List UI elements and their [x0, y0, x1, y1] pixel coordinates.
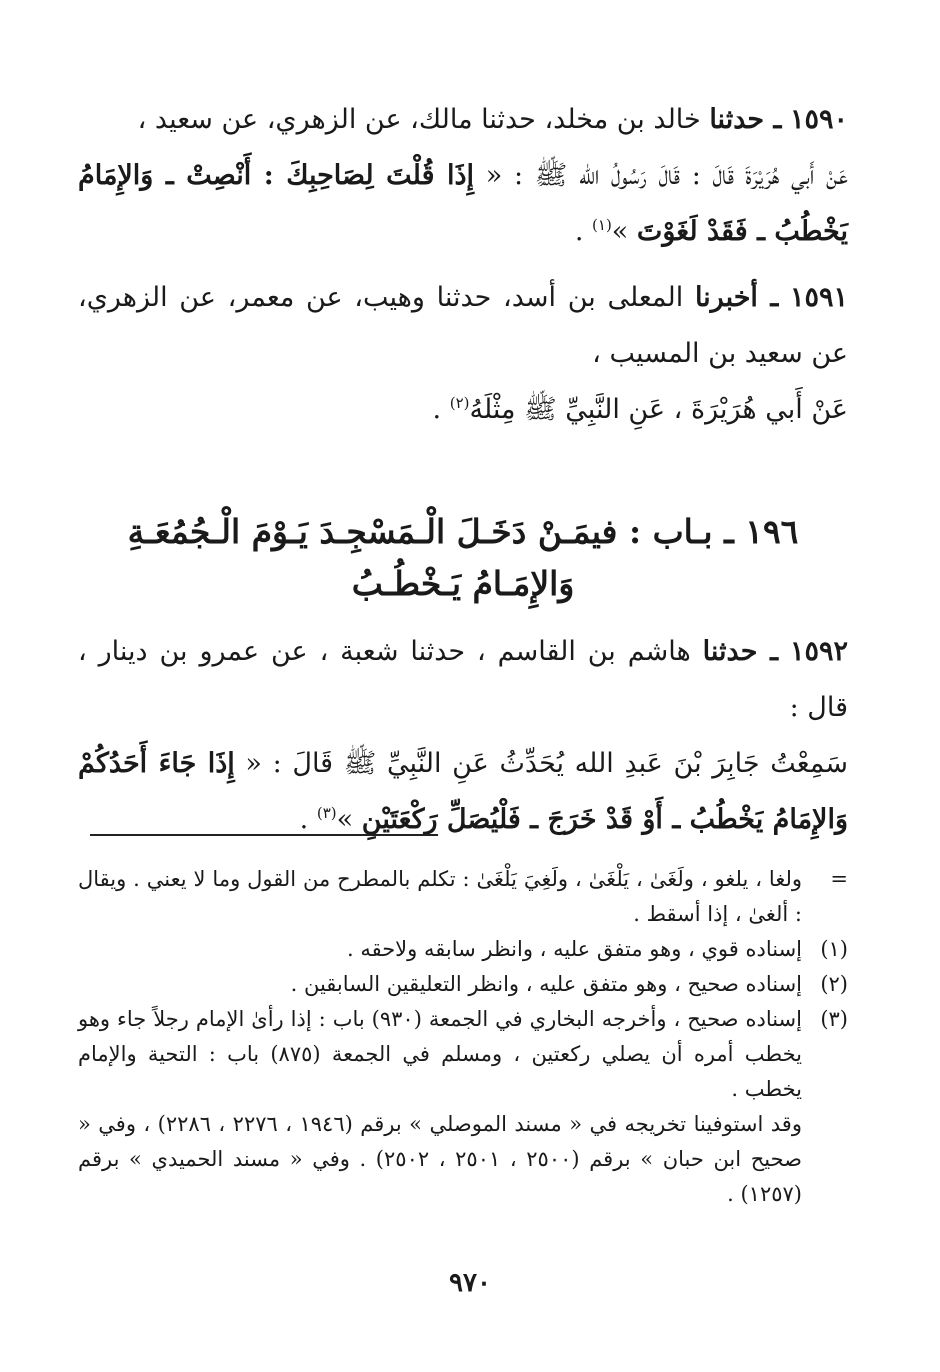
- footnote-3: [78, 1002, 848, 1107]
- quote-close: »: [336, 804, 354, 835]
- footnote-1: [78, 932, 848, 967]
- chapter-title-line-2: وَالإِمَـامُ يَـخْطُـبُ: [351, 564, 575, 603]
- matn-text: إِذَا قُلْتَ لِصَاحِبِكَ : أَنْصِتْ ـ وَالإِمَامُ يَخْطُبُ ـ فَقَدْ لَغَوْتَ: [78, 160, 848, 247]
- footnote-marker: =: [830, 867, 848, 891]
- footnote-2: [78, 967, 848, 1002]
- end-mark: .: [299, 804, 309, 835]
- hadith-lead: ـ حدثنا: [709, 104, 782, 135]
- quote-close: »: [611, 216, 629, 247]
- footnote-text: إسناده صحيح ، وأخرجه البخاري في الجمعة (٩٣٠) باب : إذا رأىٰ الإمام رجلاً جاء وهو يخطب أمره أن يصلي ركعتين ، ومسلم في الجمعة (٨٧٥) باب : التحية والإمام يخطب .: [78, 1007, 802, 1101]
- hadith-lead: ـ أخبرنا: [694, 282, 779, 313]
- footnote-continuation: [78, 862, 848, 932]
- isnad-text: هاشم بن القاسم ، حدثنا شعبة ، عن عمرو بن دينار ، قال :: [78, 636, 848, 723]
- footnote-ref: (١): [592, 216, 612, 234]
- hadith-1590: [78, 92, 848, 260]
- footnote-marker: (٣): [820, 1007, 848, 1031]
- hadith-number: ١٥٩٢: [789, 636, 848, 667]
- footnote-marker: [802, 1107, 848, 1212]
- footnotes: [78, 862, 848, 1212]
- main-text: [78, 92, 848, 848]
- footnote-text: إسناده قوي ، وهو متفق عليه ، وانظر سابقه ولاحقه .: [346, 937, 802, 961]
- narrator-line: عَنْ أَبي هُرَيْرَةَ ، عَنِ النَّبِيِّ ﷺ مِثْلَهُ: [469, 394, 848, 425]
- hadith-1592: [78, 624, 848, 848]
- matn-text: إِذَا جَاءَ أَحَدُكُمْ وَالإِمَامُ يَخْطُبُ ـ أَوْ قَدْ خَرَجَ ـ فَلْيُصَلِّ رَكْعَتَيْنِ: [78, 748, 848, 835]
- hadith-number: ١٥٩١: [789, 282, 848, 313]
- end-mark: .: [432, 394, 442, 425]
- hadith-number: ١٥٩٠: [789, 104, 848, 135]
- footnote-marker: (٢): [820, 972, 848, 996]
- narrator-line: عَنْ أَبي هُرَيْرَةَ قَالَ : قَالَ رَسُولُ الله ﷺ : «: [485, 160, 848, 191]
- chapter-title-line-1: ١٩٦ ـ بـاب : فيمَـنْ دَخَـلَ الْـمَسْجِـدَ يَـوْمَ الْـجُمُعَـةِ: [127, 512, 799, 551]
- footnote-text: ولغا ، يلغو ، ولَغَىٰ ، يَلْغَىٰ ، ولَغِيَ يَلْغَىٰ : تكلم بالمطرح من القول وما لا يعني . ويقال : ألغىٰ ، إذا أسقط .: [78, 867, 802, 926]
- footnote-3-continued: [78, 1107, 848, 1212]
- footnote-text: وقد استوفينا تخريجه في « مسند الموصلي » برقم (١٩٤٦ ، ٢٢٧٦ ، ٢٢٨٦) ، وفي « صحيح ابن حبان » برقم (٢٥٠٠ ، ٢٥٠١ ، ٢٥٠٢) . وفي « مسند الحميدي » برقم (١٢٥٧) .: [78, 1112, 802, 1206]
- hadith-1591: [78, 270, 848, 438]
- footnote-separator: [90, 834, 438, 836]
- footnote-text: إسناده صحيح ، وهو متفق عليه ، وانظر التعليقين السابقين .: [290, 972, 802, 996]
- page-number: ٩٧٠: [449, 1268, 491, 1298]
- isnad-text: المعلى بن أسد، حدثنا وهيب، عن معمر، عن الزهري، عن سعيد بن المسيب ،: [78, 282, 848, 369]
- footnote-marker: (١): [820, 937, 848, 961]
- end-mark: .: [574, 216, 584, 247]
- narrator-line: سَمِعْتُ جَابِرَ بْنَ عَبدِ الله يُحَدِّثُ عَنِ النَّبِيِّ ﷺ قَالَ : «: [245, 748, 848, 779]
- isnad-text: خالد بن مخلد، حدثنا مالك، عن الزهري، عن سعيد ،: [137, 104, 701, 135]
- footnote-ref: (٢): [449, 394, 470, 412]
- hadith-lead: ـ حدثنا: [702, 636, 779, 667]
- chapter-heading: [78, 506, 848, 610]
- footnote-ref: (٣): [316, 804, 337, 822]
